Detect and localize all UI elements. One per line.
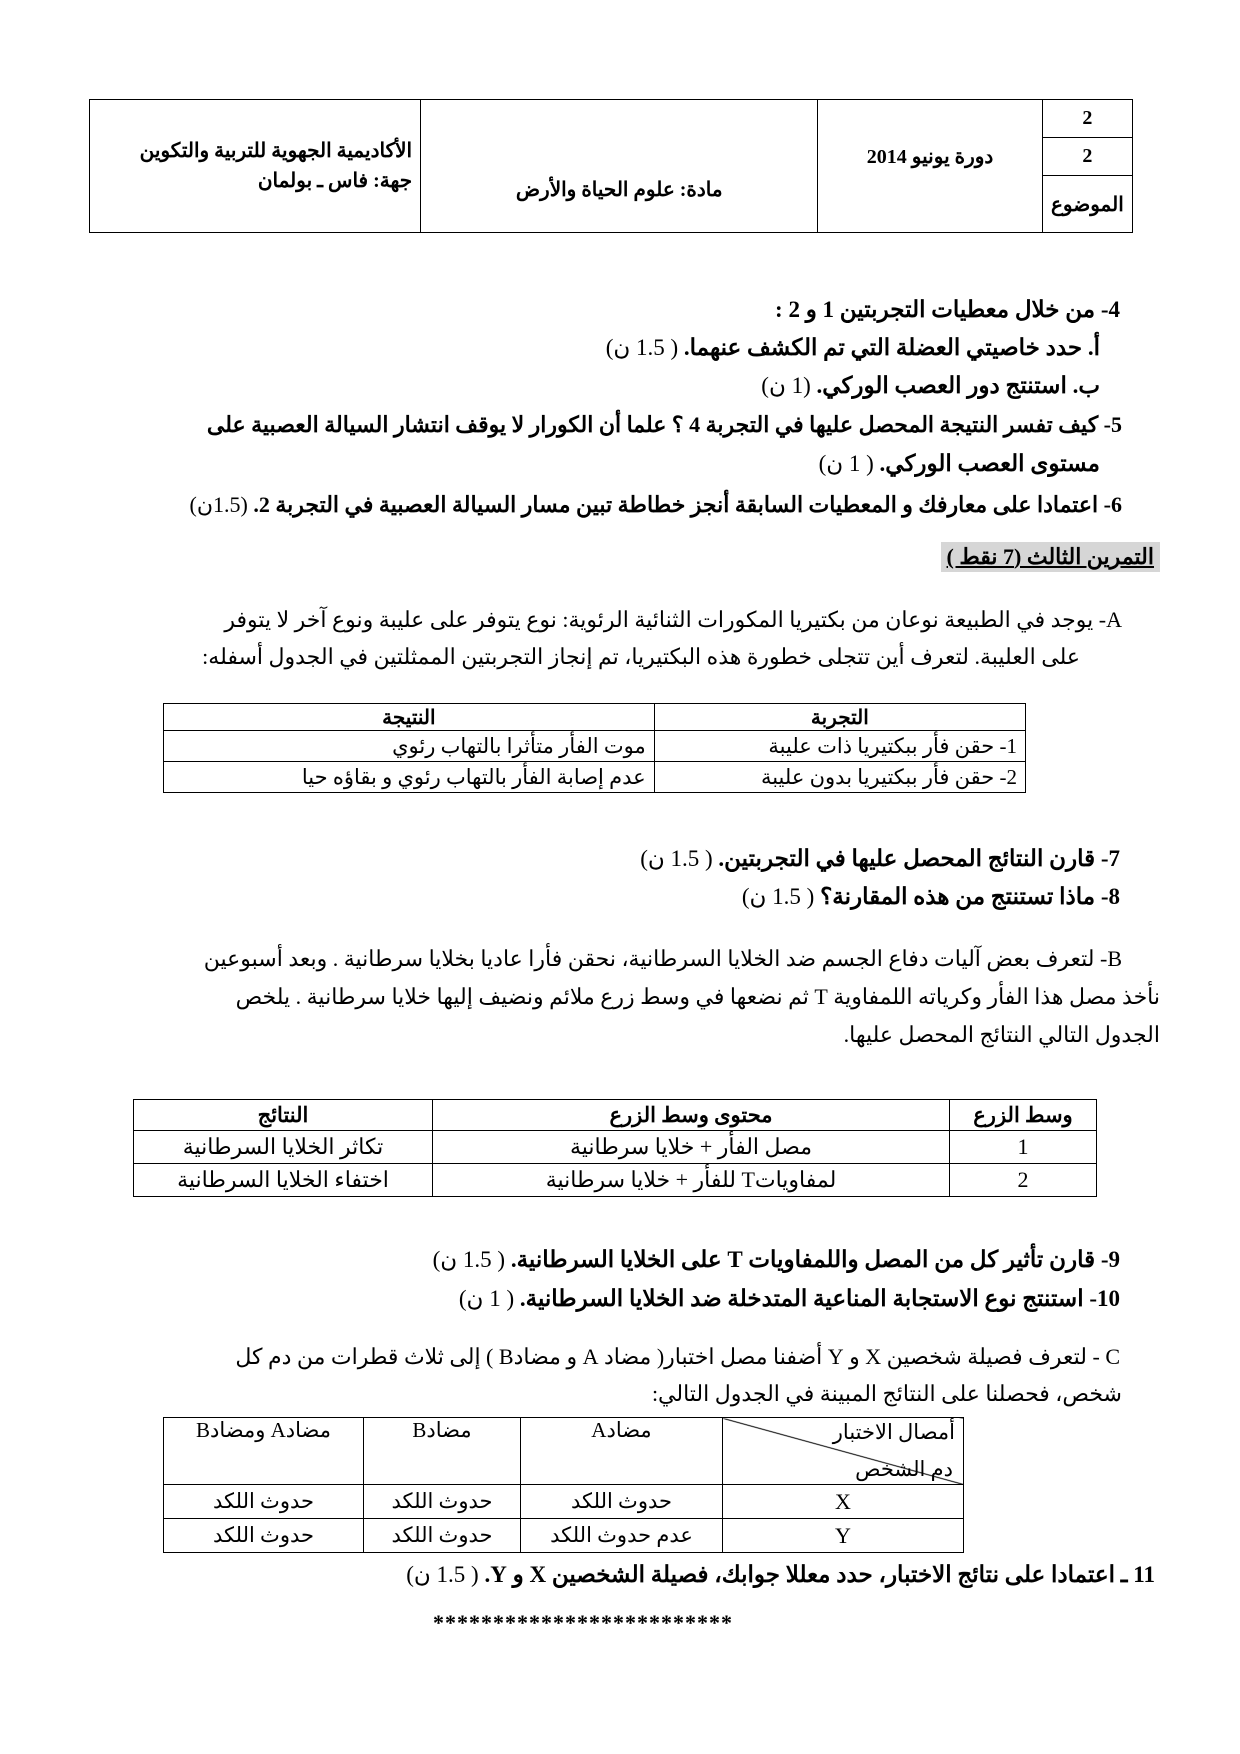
part-c-line2: شخص، فحصلنا على النتائج المبينة في الجدول التالي: bbox=[651, 1381, 1122, 1406]
table-header-row bbox=[164, 704, 1026, 731]
table-row bbox=[134, 1164, 1097, 1197]
question-5-line1: 5- كيف تفسر النتيجة المحصل عليها في التجربة 4 ؟ علما أن الكورار لا يوقف انتشار السيالة العصبية على bbox=[206, 412, 1122, 437]
table-cell: حدوث اللكد bbox=[164, 1485, 364, 1519]
question-8-points: ( 1.5 ن) bbox=[741, 884, 815, 909]
table-cell: مصل الفأر + خلايا سرطانية bbox=[433, 1131, 950, 1164]
table-header: النتيجة bbox=[164, 704, 655, 731]
end-stars: ************************* bbox=[433, 1610, 733, 1635]
table-cell: 1 bbox=[950, 1131, 1097, 1164]
table-row bbox=[164, 731, 1026, 762]
question-8 bbox=[742, 879, 1120, 915]
question-11-text: 11 ـ اعتمادا على نتائج الاختبار، حدد معللا جوابك، فصيلة الشخصين X و Y. bbox=[484, 1562, 1155, 1587]
table-cell: تكاثر الخلايا السرطانية bbox=[134, 1131, 433, 1164]
question-4b-text: ب. استنتج دور العصب الوركي. bbox=[816, 373, 1100, 398]
table-header: التجربة bbox=[654, 704, 1025, 731]
page-number: 2 bbox=[1042, 100, 1132, 138]
table-header: وسط الزرع bbox=[950, 1100, 1097, 1131]
table-header-row bbox=[164, 1418, 964, 1485]
question-8-text: 8- ماذا تستنتج من هذه المقارنة؟ bbox=[820, 884, 1120, 909]
table-header: النتائج bbox=[134, 1100, 433, 1131]
table-cell: 2 bbox=[950, 1164, 1097, 1197]
table-header: مضادA ومضادB bbox=[164, 1418, 364, 1485]
table-header: مضادB bbox=[364, 1418, 521, 1485]
total-pages: 2 bbox=[1042, 138, 1132, 176]
question-11 bbox=[406, 1557, 1155, 1593]
question-5-line2 bbox=[819, 446, 1100, 482]
experiments-table bbox=[163, 703, 1026, 793]
subject-cell: مادة: علوم الحياة والأرض bbox=[421, 100, 818, 233]
question-10-points: ( 1 ن) bbox=[458, 1286, 515, 1311]
doc-type: الموضوع bbox=[1042, 176, 1132, 233]
table-cell: حدوث اللكد bbox=[521, 1485, 723, 1519]
question-4a bbox=[606, 330, 1100, 366]
table-cell: لمفاوياتT للفأر + خلايا سرطانية bbox=[433, 1164, 950, 1197]
question-4b-points: (1 ن) bbox=[761, 373, 811, 398]
table-row bbox=[164, 762, 1026, 793]
person-cell: X bbox=[723, 1485, 964, 1519]
part-a-line2: على العليبة. لتعرف أين تتجلى خطورة هذه البكتيريا، تم إنجاز التجربتين الممثلتين في الجدول أسفله: bbox=[202, 644, 1080, 669]
exercise-3-title: التمرين الثالث (7 نقط ) bbox=[941, 542, 1160, 572]
question-5-text: مستوى العصب الوركي. bbox=[879, 451, 1100, 476]
part-a-line1: A- يوجد في الطبيعة نوعان من بكتيريا المكورات الثنائية الرئوية: نوع يتوفر على عليبة ونوع آخر لا يتوفر bbox=[224, 607, 1122, 632]
table-cell: عدم حدوث اللكد bbox=[521, 1519, 723, 1553]
person-blood-label: دم الشخص bbox=[855, 1457, 953, 1481]
region-name: جهة: فاس ـ بولمان bbox=[257, 170, 413, 192]
question-9 bbox=[433, 1242, 1120, 1278]
table-header-row bbox=[134, 1100, 1097, 1131]
question-7-text: 7- قارن النتائج المحصل عليها في التجربتين. bbox=[718, 846, 1120, 871]
table-cell: موت الفأر متأثرا بالتهاب رئوي bbox=[164, 731, 655, 762]
table-cell: حدوث اللكد bbox=[364, 1485, 521, 1519]
question-9-points: ( 1.5 ن) bbox=[432, 1247, 506, 1272]
academy-name: الأكاديمية الجهوية للتربية والتكوين bbox=[139, 140, 413, 162]
question-11-points: ( 1.5 ن) bbox=[406, 1562, 479, 1587]
session-cell: دورة يونيو 2014 bbox=[818, 100, 1042, 233]
blood-type-table bbox=[163, 1417, 964, 1553]
question-4a-text: أ. حدد خاصيتي العضلة التي تم الكشف عنهما. bbox=[683, 335, 1100, 360]
question-4a-points: ( 1.5 ن) bbox=[605, 335, 679, 360]
question-4b bbox=[761, 368, 1100, 404]
table-cell: 1- حقن فأر ببكتيريا ذات عليبة bbox=[654, 731, 1025, 762]
table-row bbox=[164, 1519, 964, 1553]
question-7 bbox=[640, 841, 1120, 877]
test-serum-label: أمصال الاختبار bbox=[832, 1420, 955, 1444]
question-7-points: ( 1.5 ن) bbox=[640, 846, 713, 871]
header-table bbox=[89, 99, 1133, 233]
table-cell: حدوث اللكد bbox=[364, 1519, 521, 1553]
part-b-line3: الجدول التالي النتائج المحصل عليها. bbox=[843, 1022, 1160, 1047]
part-c-line1: C - لتعرف فصيلة شخصين X و Y أضفنا مصل اختبار( مضاد A و مضادB ) إلى ثلاث قطرات من دم كل bbox=[235, 1344, 1120, 1369]
academy-cell bbox=[90, 100, 421, 233]
question-10 bbox=[459, 1281, 1120, 1317]
table-header: محتوى وسط الزرع bbox=[433, 1100, 950, 1131]
question-4: 4- من خلال معطيات التجربتين 1 و 2 : bbox=[775, 297, 1120, 322]
question-6 bbox=[190, 487, 1122, 523]
person-cell: Y bbox=[723, 1519, 964, 1553]
part-b-line1: B- لتعرف بعض آليات دفاع الجسم ضد الخلايا السرطانية، نحقن فأرا عاديا بخلايا سرطانية . وبعد أسبوعين bbox=[203, 946, 1122, 971]
question-5-points: ( 1 ن) bbox=[818, 451, 874, 476]
question-6-text: 6- اعتمادا على معارفك و المعطيات السابقة أنجز خطاطة تبين مسار السيالة العصبية في التجربة 2. bbox=[253, 492, 1122, 517]
table-row bbox=[164, 1485, 964, 1519]
table-row bbox=[134, 1131, 1097, 1164]
table-cell: اختفاء الخلايا السرطانية bbox=[134, 1164, 433, 1197]
table-cell: 2- حقن فأر ببكتيريا بدون عليبة bbox=[654, 762, 1025, 793]
part-b-line2: نأخذ مصل هذا الفأر وكرياته اللمفاوية T ثم نضعها في وسط زرع ملائم ونضيف إليها خلايا سرطانية . يلخص bbox=[235, 984, 1160, 1009]
culture-table bbox=[133, 1099, 1097, 1197]
question-10-text: 10- استنتج نوع الاستجابة المناعية المتدخلة ضد الخلايا السرطانية. bbox=[519, 1286, 1120, 1311]
table-cell: حدوث اللكد bbox=[164, 1519, 364, 1553]
table-cell: عدم إصابة الفأر بالتهاب رئوي و بقاؤه حيا bbox=[164, 762, 655, 793]
table-header: مضادA bbox=[521, 1418, 723, 1485]
diagonal-header-cell bbox=[723, 1418, 964, 1485]
question-9-text: 9- قارن تأثير كل من المصل واللمفاويات T على الخلايا السرطانية. bbox=[510, 1247, 1120, 1272]
question-6-points: (1.5ن) bbox=[189, 492, 248, 517]
